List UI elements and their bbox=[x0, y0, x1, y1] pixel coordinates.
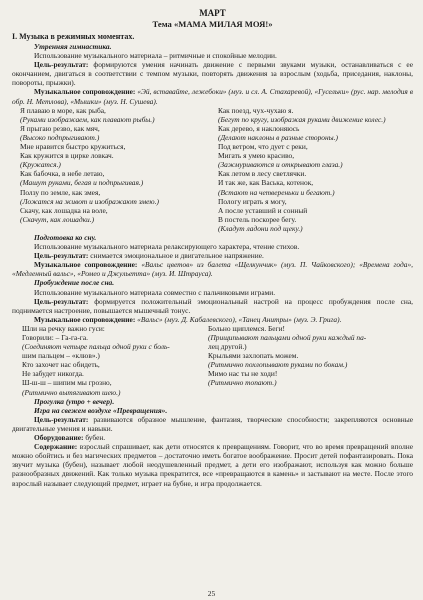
subtitle-walk: Прогулка (утро + вечер). bbox=[34, 396, 115, 406]
poem-line: Мимо нас ты не ходи! bbox=[208, 369, 278, 379]
poem-wake bbox=[12, 324, 413, 397]
poem-line: (Соединяют четыре пальца одной руки с боль- bbox=[22, 342, 170, 352]
accomp-text: «Вальс цветов» из балета «Щелкунчик» (муз. П. Чайковского); «Времена года», «Медленный вальс», «Ромео и Джульетта» (муз. И. Штрауса). bbox=[12, 260, 413, 279]
goal-wake bbox=[12, 297, 413, 315]
month-heading: МАРТ bbox=[199, 8, 226, 18]
poem-line: Больно щиплемся. Беги! bbox=[208, 323, 285, 333]
poem-line: (Руками изображаем, как плавают рыбы.) bbox=[20, 114, 155, 124]
poem-line: Как бабочка, в небе летаю, bbox=[20, 169, 105, 179]
equipment-text: бубен. bbox=[83, 433, 106, 443]
section-title: I. Музыка в режимных моментах. bbox=[12, 32, 135, 41]
poem-line: (Делают наклоны в разные стороны.) bbox=[218, 132, 338, 142]
poem-line: Не забудет никогда. bbox=[22, 369, 84, 379]
poem-line: (Скачут, как лошадки.) bbox=[20, 214, 95, 224]
poem-line: (Ритмично топают.) bbox=[208, 378, 277, 388]
goal-text: формируется положительный эмоциональный настрой на процесс пробуждения после сна, поднимается настроение, повышается мышечный тонус. bbox=[12, 296, 413, 315]
poem-line: (Ложатся на живот и изображают змею.) bbox=[20, 196, 159, 206]
poem-line: шим пальцем – «клюв».) bbox=[22, 351, 100, 361]
usage-sleep: Использование музыкального материала релаксирующего характера, чтение стихов. bbox=[34, 242, 300, 252]
page-number: 25 bbox=[207, 588, 216, 598]
content bbox=[12, 442, 413, 487]
poem-line: А после уставший и сонный bbox=[218, 205, 308, 215]
poem-line: (Ритмично похлопывают руками по бокам.) bbox=[208, 360, 348, 370]
goal-label: Цель-результат: bbox=[34, 414, 89, 424]
poem-line: Пологу играть я могу, bbox=[218, 196, 287, 206]
poem-line: Ш-ш-ш – шипим мы грозно, bbox=[22, 378, 112, 388]
poem-line: И так же, как Васька, котенок, bbox=[218, 178, 314, 188]
subtitle-sleep: Подготовка ко сну. bbox=[34, 232, 97, 242]
poem-line: Крыльями захлопать можем. bbox=[208, 351, 299, 361]
goal-label: Цель-результат: bbox=[34, 296, 89, 306]
poem-line: Ползу по земле, как змея, bbox=[20, 187, 101, 197]
theme-heading: Тема «МАМА МИЛАЯ МОЯ!» bbox=[152, 19, 273, 29]
accomp-wake bbox=[12, 315, 413, 324]
poem-line: лец другой.) bbox=[208, 342, 247, 352]
usage-morning: Использование музыкального материала – ритмичные и спокойные мелодии. bbox=[34, 51, 277, 61]
poem-line: Шли на речку важно гуси: bbox=[22, 323, 105, 333]
subtitle-game: Игра на свежем воздухе «Превращения». bbox=[34, 405, 168, 415]
poem-line: Кто захочет нас обидеть, bbox=[22, 360, 100, 370]
poem-line: Я плаваю в море, как рыба, bbox=[20, 105, 106, 115]
poem-line: (Высоко подпрыгивают.) bbox=[20, 132, 100, 142]
goal-text: снимается эмоциональное и двигательное напряжение. bbox=[88, 251, 264, 261]
poem-line: Как дерево, я наклоняюсь bbox=[218, 123, 300, 133]
equipment bbox=[12, 433, 413, 442]
goal-label: Цель-результат: bbox=[34, 60, 89, 70]
goal-sleep bbox=[12, 251, 413, 260]
poem-line bbox=[208, 388, 413, 397]
subtitle-morning: Утренняя гимнастика. bbox=[34, 42, 112, 51]
poem-line: (Зажмуриваются и открывают глаза.) bbox=[218, 160, 343, 170]
poem-line: В постель поскорее бегу. bbox=[218, 214, 297, 224]
goal-text: развиваются образное мышление, фантазия, творческие способности; закрепляются основные двигательные умения и навыки. bbox=[12, 414, 413, 433]
accomp-text: «Вальс» (муз. Д. Кабалевского), «Танец Анитры» (муз. Э. Грига). bbox=[135, 314, 342, 324]
poem-line: Скачу, как лошадка на воле, bbox=[20, 205, 108, 215]
equipment-label: Оборудование: bbox=[34, 433, 84, 443]
poem-line bbox=[20, 224, 208, 233]
poem-line: Мне нравится быстро кружиться, bbox=[20, 142, 126, 152]
goal-text: формируются умения начинать движение с первыми звуками музыки, останавливаться с ее окончанием, двигаться в соответствии с темпом музыки, повторять движения за взрослым (ходьба, приседания, наклоны, повороты, прыжки). bbox=[12, 60, 413, 88]
poem-morning bbox=[12, 106, 413, 233]
poem-line: (Кладут ладони под щеку.) bbox=[218, 223, 303, 233]
poem-line: (Прищипывают пальцами одной руки каждый па- bbox=[208, 333, 367, 342]
poem-line: Как летом в лесу светлячки. bbox=[218, 169, 307, 179]
poem-line: (Встают на четвереньки и бегают.) bbox=[218, 187, 335, 197]
accomp-label: Музыкальное сопровождение: bbox=[34, 260, 138, 270]
poem-line: Говорили: – Га-га-га. bbox=[22, 333, 88, 342]
poem-line: Как поезд, чух-чухаю я. bbox=[218, 105, 294, 115]
poem-line: Как кружится в цирке ловкач. bbox=[20, 151, 114, 161]
goal-morning bbox=[12, 60, 413, 87]
subtitle-wake: Пробуждение после сна. bbox=[34, 278, 115, 288]
poem-line: Под ветром, что дует с реки, bbox=[218, 142, 308, 152]
accomp-label: Музыкальное сопровождение: bbox=[34, 314, 136, 324]
poem-line: (Машут руками, бегая и подпрыгивая.) bbox=[20, 178, 144, 188]
poem-line: (Бегут по кругу, изображая руками движение колес.) bbox=[218, 114, 386, 124]
usage-wake: Использование музыкального материала совместно с пальчиковыми играми. bbox=[34, 287, 276, 297]
content-label: Содержание: bbox=[34, 442, 78, 452]
goal-walk bbox=[12, 415, 413, 433]
accomp-morning bbox=[12, 87, 413, 105]
poem-line: (Кружатся.) bbox=[20, 160, 61, 170]
accomp-sleep bbox=[12, 260, 413, 278]
poem-line: Я прыгаю резво, как мяч, bbox=[20, 123, 100, 133]
goal-label: Цель-результат: bbox=[34, 251, 89, 261]
content-text: взрослый спрашивает, как дети относятся к превращениям. Говорит, что во время превращений вполне можно обойтись и без магических предметов – достаточно иметь богатое воображение. Просит детей пофантазировать. Пока звучит музыка (бубен), называет любой неодушевленный предмет, а дети его изображают, используя как можно больше разнообразных движений. Как только музыка прекратится, все «превращаются в камень» и застывают на месте. После этого взрослый называет следующий предмет, играет на бубне, и игра продолжается. bbox=[12, 442, 413, 488]
poem-line: Мигать я умею красиво, bbox=[218, 151, 295, 161]
accomp-label: Музыкальное сопровождение: bbox=[34, 87, 136, 97]
accomp-text: «Эй, вставайте, лежебоки» (муз. и сл. А. Стахаревой), «Гусельки» (рус. нар. мелодия в обр. Н. Метлова), «Мышки» (муз. Н. Сушева). bbox=[12, 87, 413, 106]
poem-line: (Ритмично вытягивают шею.) bbox=[22, 387, 121, 397]
